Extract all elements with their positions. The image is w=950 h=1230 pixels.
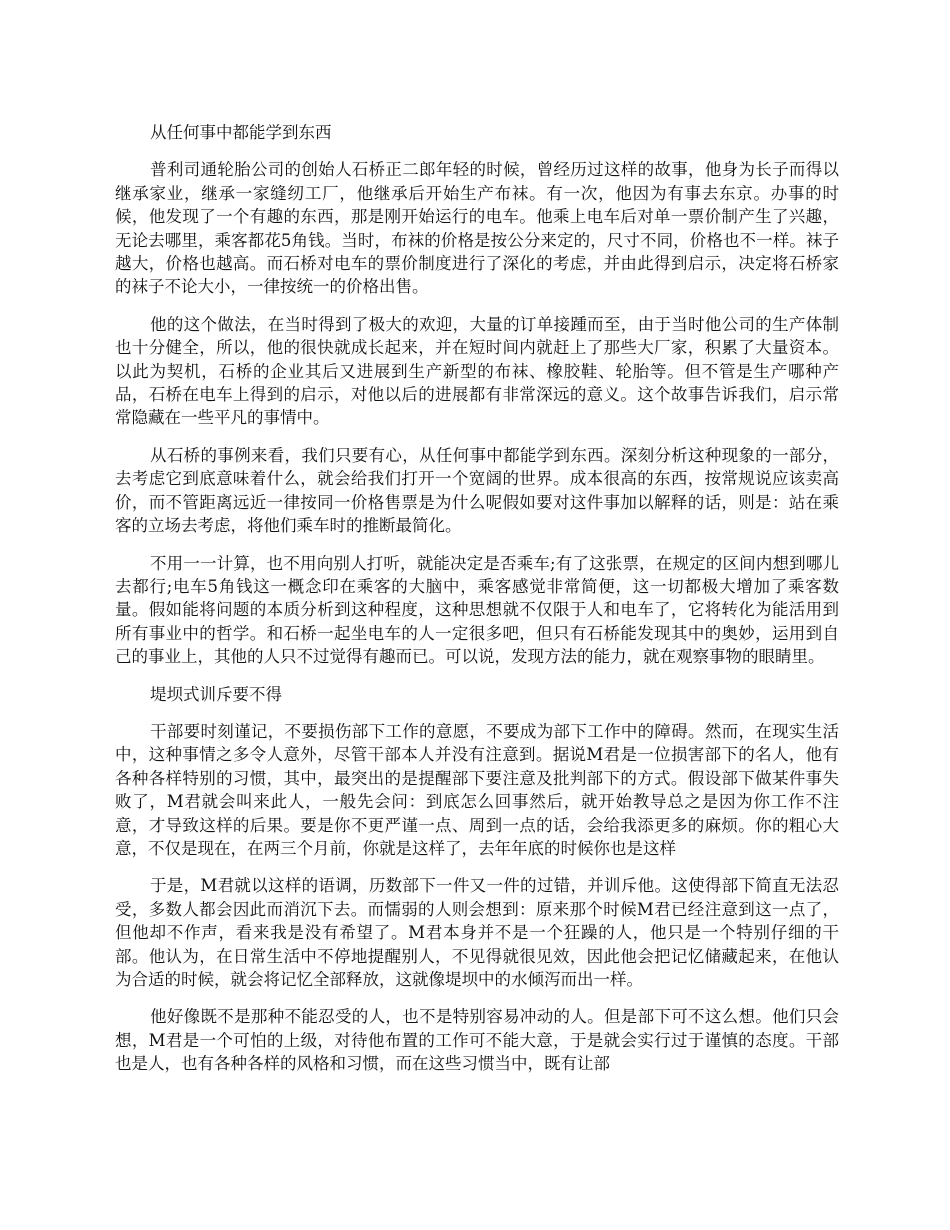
- paragraph: 干部要时刻谨记，不要损伤部下工作的意愿，不要成为部下工作中的障碍。然而，在现实生活中，这种事情之多令人意外，尽管干部本人并没有注意到。据说M君是一位损害部下的名人，他有各种各样特别的习惯，其中，最突出的是提醒部下要注意及批判部下的方式。假设部下做某件事失败了，M君就会叫来此人，一般先会问：到底怎么回事然后，就开始教导总之是因为你工作不注意，才导致这样的后果。要是你不更严谨一点、周到一点的话，会给我添更多的麻烦。你的粗心大意，不仅是现在，在两三个月前，你就是这样了，去年年底的时候你也是这样: [115, 721, 839, 858]
- paragraph: 普利司通轮胎公司的创始人石桥正二郎年轻的时候，曾经历过这样的故事，他身为长子而得以继承家业，继承一家缝纫工厂，他继承后开始生产布袜。有一次，他因为有事去东京。办事的时候，他发现了一个有趣的东西，那是刚开始运行的电车。他乘上电车后对单一票价制产生了兴趣，无论去哪里，乘客都花5角钱。当时，布袜的价格是按公分来定的，尺寸不同，价格也不一样。袜子越大，价格也越高。而石桥对电车的票价制度进行了深化的考虑，并由此得到启示，决定将石桥家的袜子不论大小，一律按统一的价格出售。: [115, 160, 839, 297]
- section-heading-learn-from-anything: 从任何事中都能学到东西: [150, 123, 332, 142]
- paragraph: 于是，M君就以这样的语调，历数部下一件又一件的过错，并训斥他。这使得部下简直无法忍受，多数人都会因此而消沉下去。而懦弱的人则会想到：原来那个时候M君已经注意到这一点了，但他却不作声，看来我是没有希望了。M君本身并不是一个狂躁的人，他只是一个特别仔细的干部。他认为，在日常生活中不停地提醒别人，不见得就很见效，因此他会把记忆储藏起来，在他认为合适的时候，就会将记忆全部释放，这就像堤坝中的水倾泻而出一样。: [115, 876, 839, 989]
- paragraph: 不用一一计算，也不用向别人打听，就能决定是否乘车;有了这张票，在规定的区间内想到哪儿去都行;电车5角钱这一概念印在乘客的大脑中，乘客感觉非常简便，这一切都极大增加了乘客数量。假如能将问题的本质分析到这种程度，这种思想就不仅限于人和电车了，它将转化为能活用到所有事业中的哲学。和石桥一起坐电车的人一定很多吧，但只有石桥能发现其中的奥妙，运用到自己的事业上，其他的人只不过觉得有趣而已。可以说，发现方法的能力，就在观察事物的眼睛里。: [115, 553, 839, 667]
- paragraph: 从石桥的事例来看，我们只要有心，从任何事中都能学到东西。深刻分析这种现象的一部分，去考虑它到底意味着什么，就会给我们打开一个宽阔的世界。成本很高的东西，按常规说应该卖高价，而不管距离远近一律按同一价格售票是为什么呢假如要对这件事加以解释的话，则是：站在乘客的立场去考虑，将他们乘车时的推断最简化。: [115, 445, 839, 536]
- paragraph: 他的这个做法，在当时得到了极大的欢迎，大量的订单接踵而至，由于当时他公司的生产体制也十分健全，所以，他的很快就成长起来，并在短时间内就赶上了那些大厂家，积累了大量资本。以此为契机，石桥的企业其后又进展到生产新型的布袜、橡胶鞋、轮胎等。但不管是生产哪种产品，石桥在电车上得到的启示，对他以后的进展都有非常深远的意义。这个故事告诉我们，启示常常隐藏在一些平凡的事情中。: [115, 314, 839, 428]
- document-body: [115, 121, 839, 1090]
- section-heading-dam-style-scolding: 堤坝式训斥要不得: [150, 684, 282, 704]
- paragraph: 他好像既不是那种不能忍受的人，也不是特别容易冲动的人。但是部下可不这么想。他们只会想，M君是一个可怕的上级，对待他布置的工作可不能大意，于是就会实行过于谨慎的态度。干部也是人，也有各种各样的风格和习惯，而在这些习惯当中，既有让部: [115, 1007, 839, 1074]
